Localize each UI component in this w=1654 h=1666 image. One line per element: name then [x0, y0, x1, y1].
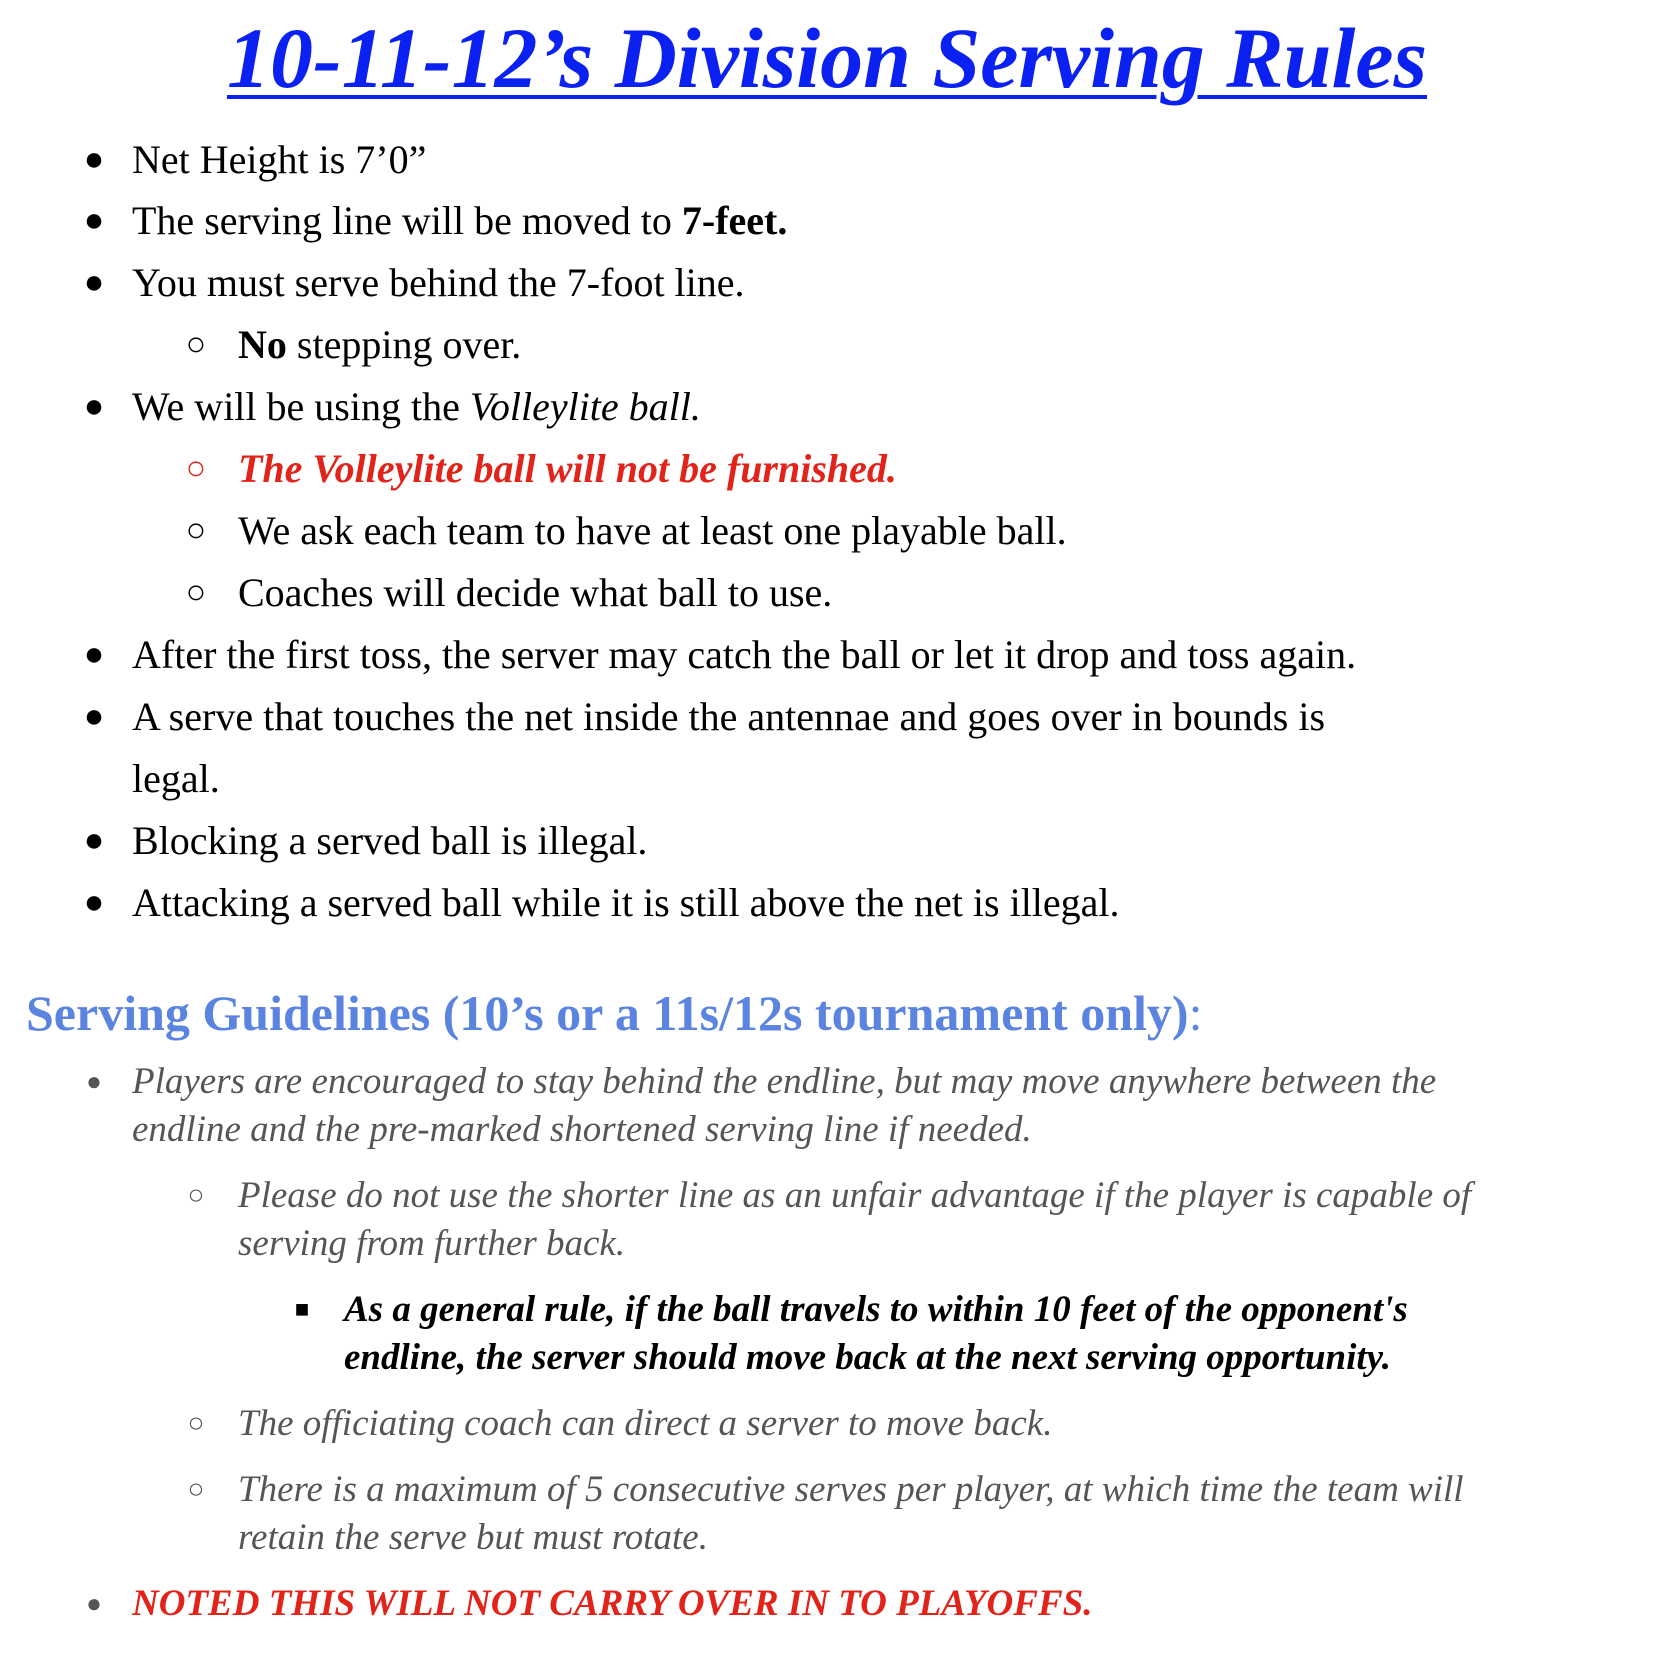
page-title: 10-11-12’s Division Serving Rules — [226, 10, 1428, 106]
bullet-icon — [74, 190, 114, 252]
guideline-officiating: The officiating coach can direct a server to move back. — [238, 1403, 1053, 1444]
rule-serving-line — [132, 190, 787, 252]
rule-no-stepping-text: stepping over. — [286, 322, 522, 367]
rule-net-touch-line2: legal. — [132, 756, 220, 801]
bullet-icon — [74, 1580, 114, 1628]
rule-blocking: Blocking a served ball is illegal. — [132, 818, 648, 863]
bullet-icon — [74, 1058, 114, 1106]
bullet-icon — [74, 376, 114, 438]
bullet-icon — [74, 252, 114, 314]
rule-serving-line-text: The serving line will be moved to — [132, 198, 682, 243]
rule-first-toss: After the first toss, the server may catch the ball or let it drop and toss again. — [132, 632, 1357, 677]
guideline-no-unfair-line1: Please do not use the shorter line as an unfair advantage if the player is capable of — [238, 1175, 1472, 1216]
rule-volleylite-name: Volleylite ball. — [469, 384, 701, 429]
square-bullet-icon — [282, 1286, 322, 1334]
rule-coaches-decide: Coaches will decide what ball to use. — [238, 570, 833, 615]
circle-bullet-icon — [176, 1172, 216, 1220]
bullet-icon — [74, 872, 114, 934]
rule-net-touch-line1: A serve that touches the net inside the antennae and goes over in bounds is — [132, 694, 1326, 739]
rule-team-ball: We ask each team to have at least one playable ball. — [238, 508, 1067, 553]
circle-bullet-icon — [176, 1466, 216, 1514]
rule-no-stepping — [238, 314, 521, 376]
circle-bullet-icon — [176, 500, 216, 562]
guideline-no-unfair-line2: serving from further back. — [238, 1223, 626, 1264]
guideline-max-serves-line1: There is a maximum of 5 consecutive serves per player, at which time the team will — [238, 1469, 1464, 1510]
bullet-icon — [74, 810, 114, 872]
rule-attacking: Attacking a served ball while it is still above the net is illegal. — [132, 880, 1120, 925]
guideline-general-rule-line2: endline, the server should move back at the next serving opportunity. — [344, 1337, 1391, 1378]
circle-bullet-icon — [176, 438, 216, 500]
circle-bullet-icon — [176, 1400, 216, 1448]
rule-serving-line-distance: 7-feet. — [681, 198, 788, 243]
rule-volleylite-ball — [132, 376, 701, 438]
guideline-encouraged-line2: endline and the pre-marked shortened serving line if needed. — [132, 1109, 1032, 1150]
circle-bullet-icon — [176, 562, 216, 624]
guidelines-heading-text: Serving Guidelines (10’s or a 11s/12s tournament only) — [26, 985, 1189, 1041]
bullet-icon — [74, 129, 114, 191]
guideline-general-rule-line1: As a general rule, if the ball travels to within 10 feet of the opponent's — [344, 1289, 1408, 1330]
guidelines-heading-colon: : — [1188, 985, 1203, 1041]
rule-serve-behind: You must serve behind the 7-foot line. — [132, 260, 745, 305]
guideline-max-serves-line2: retain the serve but must rotate. — [238, 1517, 708, 1558]
circle-bullet-icon — [176, 314, 216, 376]
guidelines-heading — [26, 978, 1202, 1048]
guideline-encouraged-line1: Players are encouraged to stay behind the endline, but may move anywhere between the — [132, 1061, 1437, 1102]
guideline-playoffs-note: NOTED THIS WILL NOT CARRY OVER IN TO PLAYOFFS. — [132, 1583, 1093, 1624]
rule-not-furnished: The Volleylite ball will not be furnished. — [238, 446, 897, 491]
rule-no-stepping-emphasis: No — [238, 322, 287, 367]
rule-net-height: Net Height is 7’0” — [132, 137, 427, 182]
rule-volleylite-text: We will be using the — [132, 384, 470, 429]
bullet-icon — [74, 686, 114, 748]
bullet-icon — [74, 624, 114, 686]
